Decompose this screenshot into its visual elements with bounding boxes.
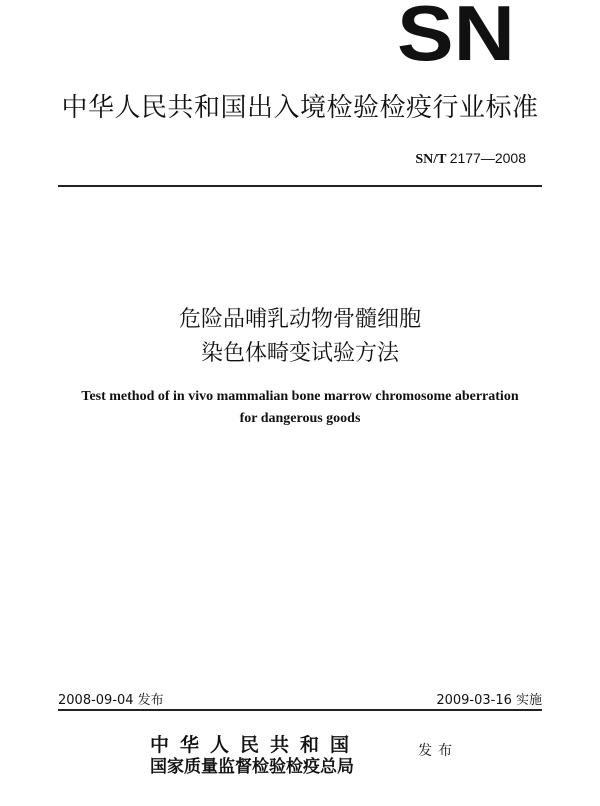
standard-number: [415, 150, 526, 168]
sn-logo-graphic: [396, 0, 516, 66]
implement-date: 2009-03-16 实施: [436, 693, 542, 708]
sn-logo: [396, 0, 516, 66]
standard-prefix: SN/T: [415, 152, 447, 167]
title-zh-line1: 危险品哺乳动物骨髓细胞: [178, 307, 421, 332]
header-divider: [58, 185, 542, 187]
title-en-line2: for dangerous goods: [239, 411, 361, 426]
sn-logo-text: SN: [397, 0, 515, 66]
publisher-line2: 国家质量监督检验检疫总局: [150, 757, 354, 777]
footer-divider: [58, 709, 542, 711]
issue-label: 发布: [418, 743, 458, 759]
issuer-title: 中华人民共和国出入境检验检疫行业标准: [61, 93, 539, 123]
standard-code: 2177—2008: [449, 150, 526, 166]
publish-date: 2008-09-04 发布: [58, 693, 164, 708]
title-zh-line2: 染色体畸变试验方法: [200, 341, 399, 366]
title-en-line1: Test method of in vivo mammalian bone marrow chromosome aberration: [81, 389, 519, 404]
publisher-line1: 中华人民共和国: [150, 734, 361, 756]
